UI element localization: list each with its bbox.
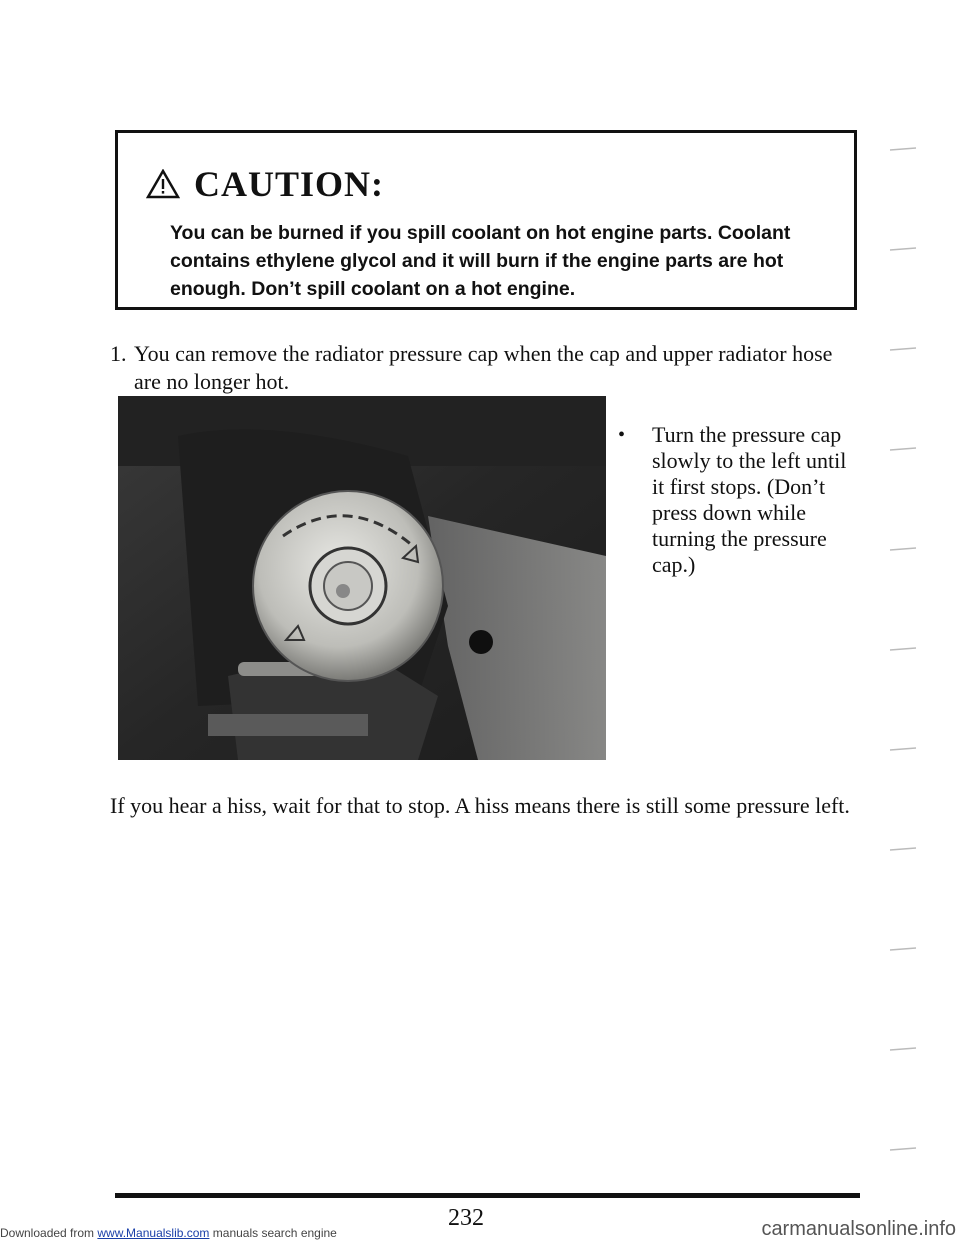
warning-triangle-icon xyxy=(146,169,180,199)
caution-box xyxy=(115,130,857,310)
bullet-marker: • xyxy=(618,424,626,446)
caution-text: You can be burned if you spill coolant on hot engine parts. Coolant contains ethylene glycol and it will burn if the engine parts are hot enough. Don’t spill coolant on a hot engine. xyxy=(170,222,791,300)
manualslib-link[interactable]: www.Manualslib.com xyxy=(97,1226,210,1240)
margin-marks xyxy=(880,130,940,1170)
step-number: 1. xyxy=(110,341,127,366)
step-text: You can remove the radiator pressure cap when the cap and upper radiator hose are no longer hot. xyxy=(134,341,833,394)
page-number: 232 xyxy=(448,1205,484,1231)
bottom-rule xyxy=(115,1193,860,1198)
footer-suffix: manuals search engine xyxy=(209,1226,337,1240)
bullet-item xyxy=(618,422,858,578)
caution-title: CAUTION: xyxy=(194,164,385,204)
bullet-text: Turn the pressure cap slowly to the left until it first stops. (Don’t press down while turning the pressure cap.) xyxy=(652,422,847,577)
hiss-paragraph: If you hear a hiss, wait for that to stop. A hiss means there is still some pressure left. xyxy=(110,793,850,818)
footer-prefix: Downloaded from xyxy=(0,1226,98,1240)
radiator-cap-image xyxy=(118,396,606,760)
step-1 xyxy=(110,340,840,396)
radiator-cap-photo xyxy=(118,396,606,760)
caution-heading xyxy=(146,163,384,205)
download-footer xyxy=(0,1226,337,1240)
watermark-text: carmanualsonline.info xyxy=(761,1218,956,1240)
